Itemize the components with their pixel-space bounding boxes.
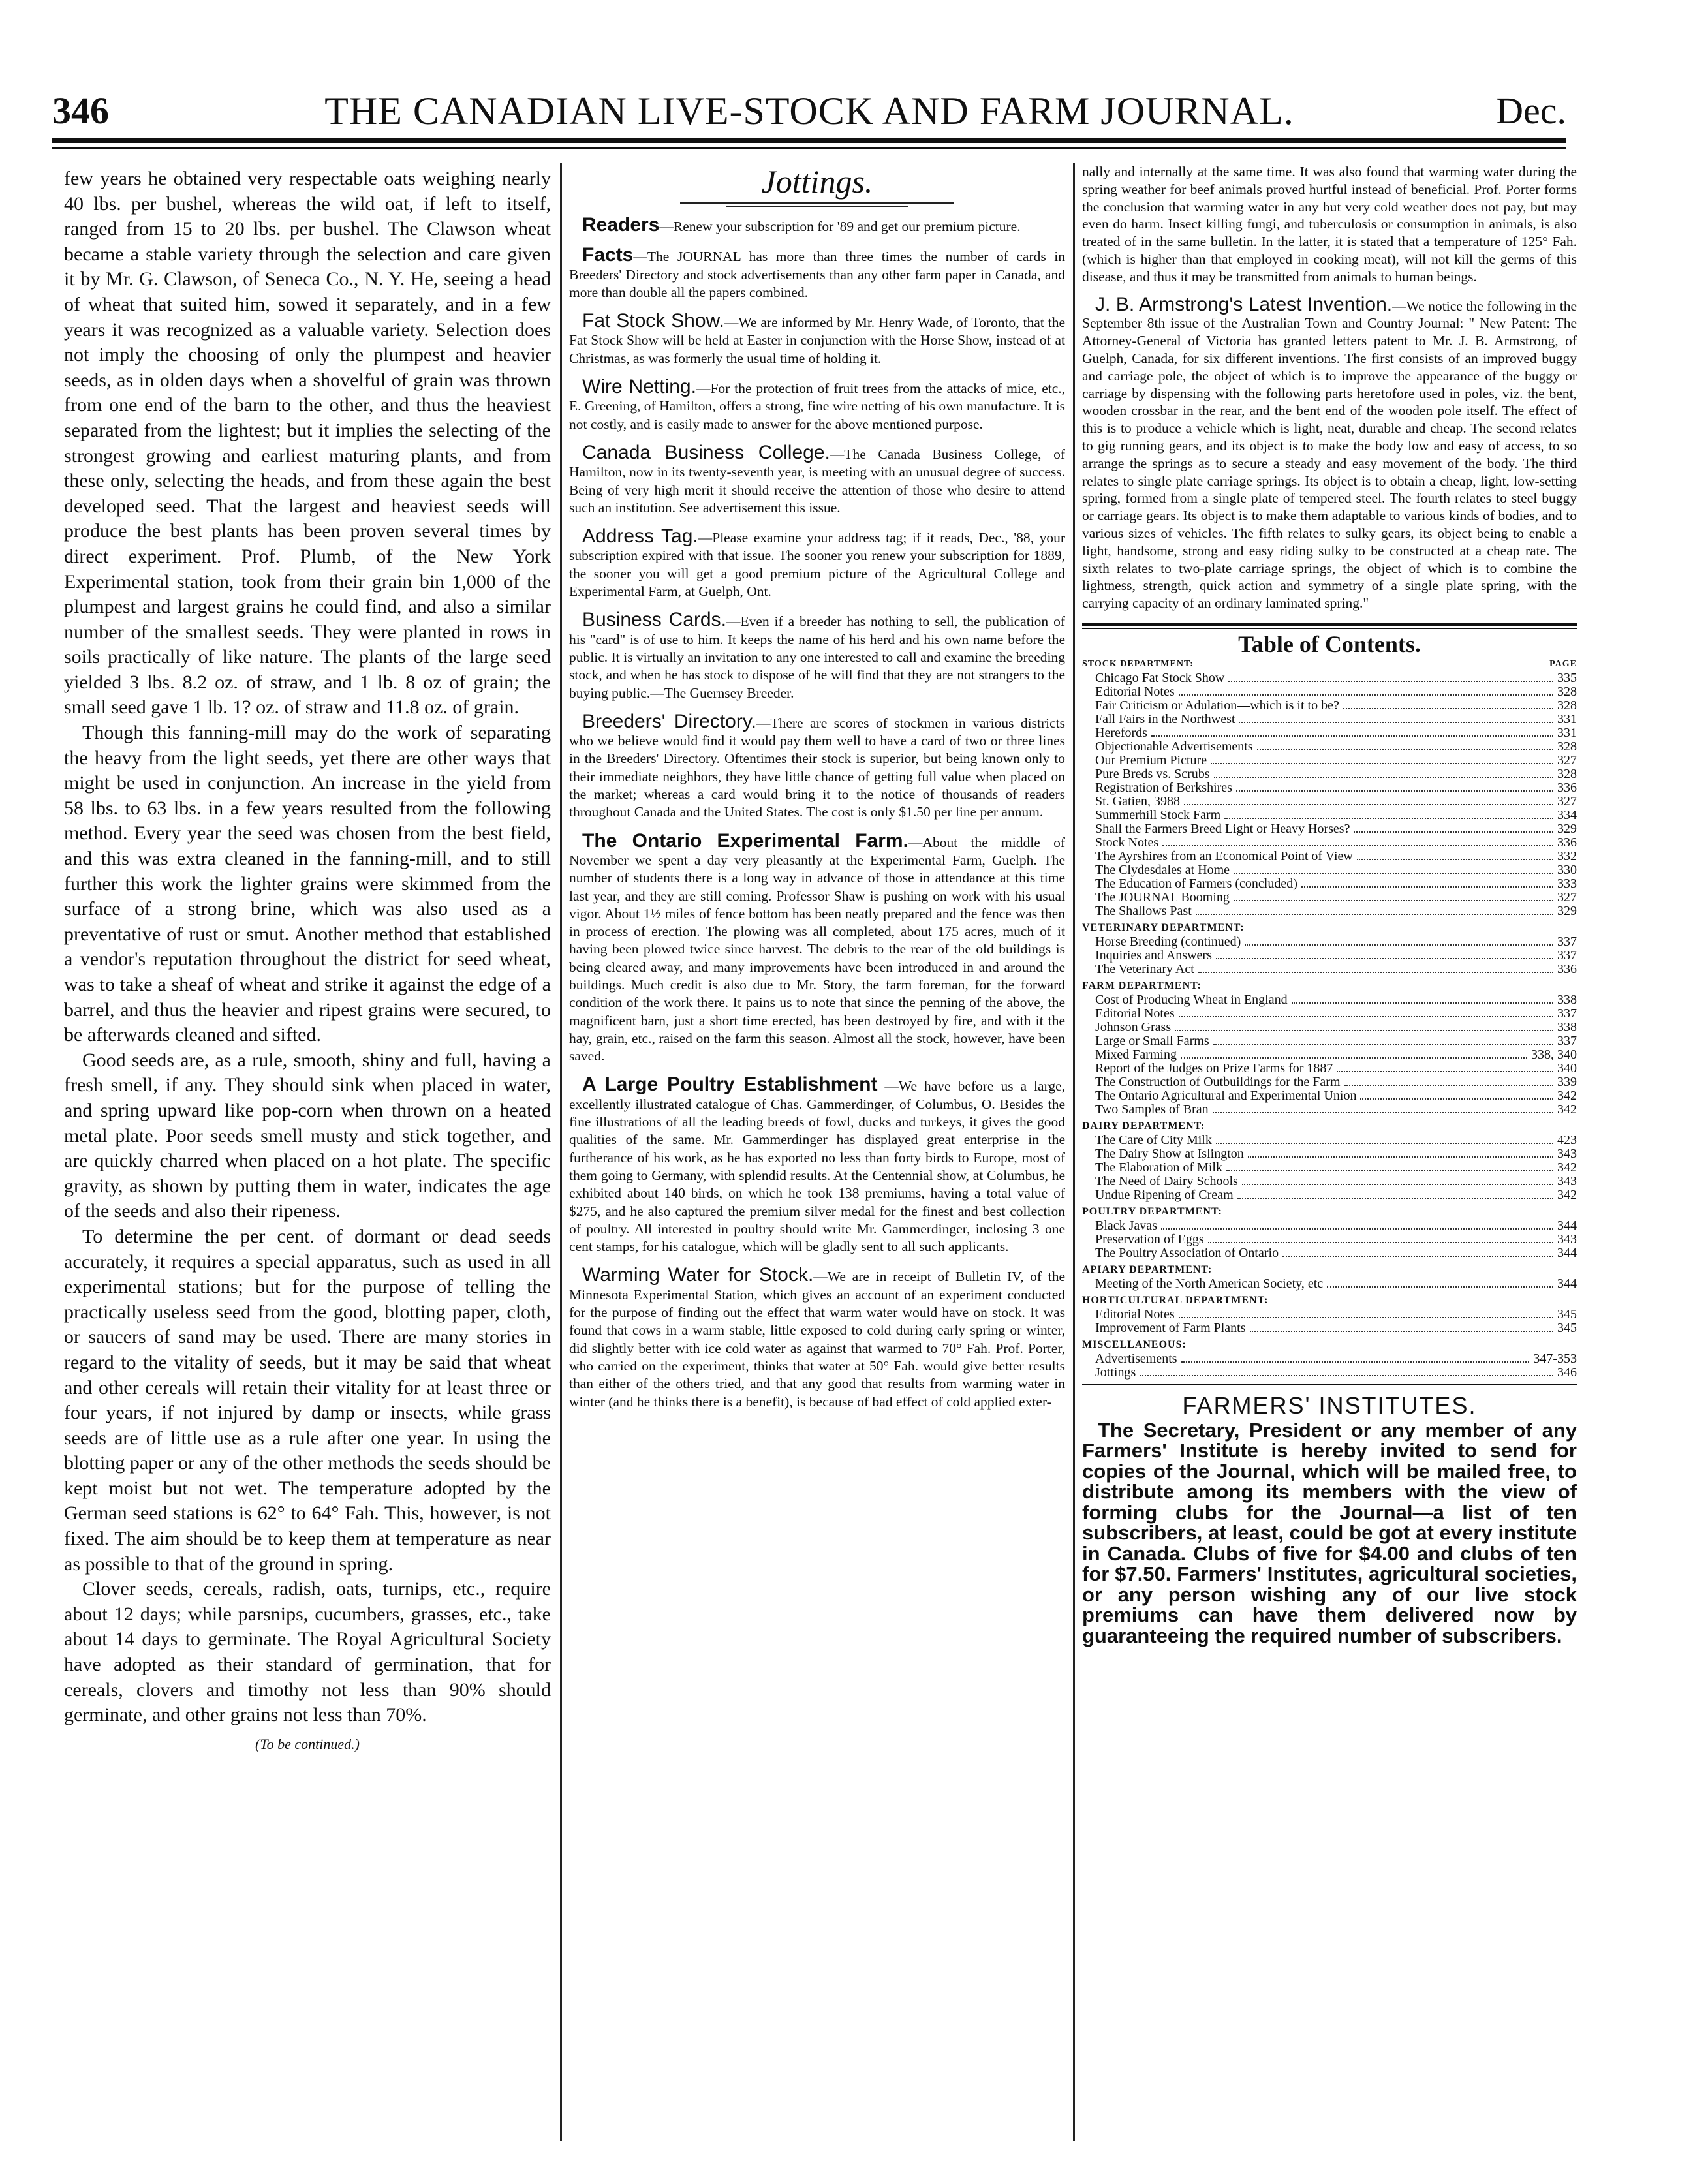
farmers-institutes-title: FARMERS' INSTITUTES.	[1182, 1391, 1477, 1419]
toc-leader-dots	[1337, 1071, 1553, 1072]
masthead	[52, 88, 1566, 134]
jotting-item: Breeders' Directory.—There are scores of stockmen in various districts who we believe would find it would pay them well to have a card of two or three lines in the Breeders' Directory. Oftentimes their stock is superior, but being known only to their immediate neighbors, they have little chance of getting full value when placed on the market; whereas a card would bring it to the notice of thousands of readers throughout Canada and the United States. The cost is only $1.50 per line per annum.	[569, 710, 1065, 820]
toc-entry-page: 342	[1557, 1160, 1577, 1175]
toc-section-name: APIARY DEPARTMENT:	[1082, 1263, 1213, 1275]
toc-entry-page: 337	[1557, 1006, 1577, 1021]
toc-leader-dots	[1162, 845, 1553, 846]
toc-leader-dots	[1151, 735, 1553, 737]
toc-leader-dots	[1242, 1184, 1553, 1185]
jotting-item: A Large Poultry Establishment —We have before us a large, excellently illustrated catalogue of Chas. Gammerdinger, of Columbus, O. Besides the fine illustrations of all the leading breeds of fowl, ducks and turkeys, it gives the good qualities of the same. Mr. Gammerdinger has displayed great enterprise in the furtherance of his work, as he has exported no less than forty birds to Europe, most of them going to Germany, with splendid results. At the Centennial show, at Columbus, he exhibited about 140 birds, on which he took 138 premiums, having a total value of $275, and he also captured the premium silver medal for the finest and best collection of poultry. All interested in poultry should write Mr. Gammerdinger, inclosing 3 one cent stamps, for his catalogue, which will be gladly sent to all such applicants.	[569, 1074, 1065, 1255]
toc-section-name: POULTRY DEPARTMENT:	[1082, 1205, 1222, 1217]
toc-entry-label: Objectionable Advertisements	[1095, 739, 1253, 754]
toc-leader-dots	[1226, 1170, 1553, 1171]
toc-section-heading	[1082, 979, 1577, 993]
toc-entry-label: St. Gatien, 3988	[1095, 794, 1180, 809]
toc-entry-page: 327	[1557, 889, 1577, 905]
toc-entry-page: 333	[1557, 876, 1577, 891]
toc-leader-dots	[1301, 886, 1553, 888]
toc-leader-dots	[1236, 790, 1553, 792]
toc-entry	[1082, 1021, 1577, 1034]
toc-entry-page: 342	[1557, 1187, 1577, 1202]
toc-entry	[1082, 795, 1577, 809]
toc-entry	[1082, 740, 1577, 754]
toc-entry-label: Summerhill Stock Farm	[1095, 807, 1221, 822]
toc-leader-dots	[1196, 914, 1553, 915]
toc-leader-dots	[1234, 900, 1553, 901]
table-of-contents	[1082, 657, 1577, 1380]
toc-entry-page: 338, 340	[1531, 1047, 1577, 1062]
toc-leader-dots	[1208, 1242, 1553, 1243]
toc-entry-label: The Clydesdales at Home	[1095, 862, 1230, 877]
toc-entry	[1082, 754, 1577, 767]
toc-entry-page: 343	[1557, 1146, 1577, 1161]
toc-entry-label: Herefords	[1095, 725, 1147, 740]
toc-entry-page: 331	[1557, 725, 1577, 740]
toc-entry-label: The Dairy Show at Islington	[1095, 1146, 1244, 1161]
toc-leader-dots	[1213, 1044, 1553, 1045]
jotting-title: Facts	[582, 244, 634, 266]
toc-entry-label: Horse Breeding (continued)	[1095, 934, 1241, 949]
toc-entry-label: The Veterinary Act	[1095, 961, 1194, 976]
toc-leader-dots	[1343, 708, 1553, 709]
toc-entry	[1082, 905, 1577, 918]
column-divider	[560, 163, 562, 2141]
toc-entry-page: 332	[1557, 848, 1577, 863]
toc-entry-label: Editorial Notes	[1095, 684, 1175, 699]
toc-leader-dots	[1257, 749, 1553, 750]
toc-entry-page: 345	[1557, 1320, 1577, 1335]
toc-entry-label: Meeting of the North American Society, etc	[1095, 1276, 1324, 1291]
toc-entry-page: 340	[1557, 1060, 1577, 1075]
toc-leader-dots	[1237, 1198, 1553, 1199]
toc-entry	[1082, 1246, 1577, 1260]
toc-entry-page: 347-353	[1533, 1351, 1577, 1366]
article-title: J. B. Armstrong's Latest Invention.	[1095, 293, 1393, 315]
toc-leader-dots	[1213, 1112, 1553, 1113]
toc-entry	[1082, 1048, 1577, 1062]
masthead-rule-thin	[52, 147, 1566, 149]
toc-entry	[1082, 949, 1577, 963]
toc-entry	[1082, 1062, 1577, 1075]
toc-entry-label: Editorial Notes	[1095, 1307, 1175, 1322]
article-paragraph: few years he obtained very respectable oats weighing nearly 40 lbs. per bushel, whereas the wild oat, if left to itself, ranged from 15 to 20 lbs. per bushel. The Clawson wheat became a stable variety through the selection and care given it by Mr. G. Clawson, of Seneca Co., N. Y. He, seeing a head of wheat that suited him, sowed it separately, and in a few years it was recognized as a valuable variety. Selection does not imply the choosing of only the plumpest and heavier seeds, as in olden days when a shovelful of grain was thrown from one end of the barn to the other, and thus the heaviest separated from the lightest; but it implies the selecting of the strongest growing and earliest maturing plants, and from these only, selecting the heads, and from these again the best developed seed. That the largest and heaviest seeds will produce the best plants has been proven several times by direct experiment. Prof. Plumb, of the New York Experimental station, took from their grain bin 1,000 of the plumpest and largest grains he could find, and also a similar number of the smallest seeds. They were planted in rows in soils practically of like nature. The plants of the large seed yielded 3 lbs. 8.2 oz. of straw, and 1 lb. 8 oz of grain; the small seed gave 1 lb. 1? oz. of straw and 11.8 oz. of grain.	[64, 168, 551, 719]
toc-leader-dots	[1239, 722, 1553, 723]
toc-entry	[1082, 1007, 1577, 1021]
toc-leader-dots	[1216, 958, 1553, 959]
toc-entry-label: The Construction of Outbuildings for the Farm	[1095, 1074, 1341, 1089]
toc-entry-label: Inquiries and Answers	[1095, 948, 1212, 963]
toc-entry	[1082, 935, 1577, 949]
toc-leader-dots	[1248, 1156, 1553, 1158]
toc-section-name: FARM DEPARTMENT:	[1082, 980, 1202, 991]
toc-leader-dots	[1216, 1143, 1553, 1144]
jotting-item: Business Cards.—Even if a breeder has nothing to sell, the publication of his "card" is of use to him. It keeps the name of his herd and his own name before the public. It is virtually an invitation to any one interested to call and examine the breeding stock, and when he has stock to dispose of he will find that they are not strangers to the buying public.—The Guernsey Breeder.	[569, 609, 1065, 701]
toc-entry-label: The Care of City Milk	[1095, 1132, 1212, 1147]
toc-entry-label: Large or Small Farms	[1095, 1033, 1209, 1048]
toc-section-heading	[1082, 1263, 1577, 1277]
toc-title: Table of Contents.	[1238, 630, 1421, 657]
toc-entry-page: 337	[1557, 934, 1577, 949]
toc-entry	[1082, 877, 1577, 891]
toc-entry-label: The JOURNAL Booming	[1095, 889, 1230, 905]
toc-entry	[1082, 1161, 1577, 1175]
toc-leader-dots	[1179, 1317, 1553, 1318]
toc-leader-dots	[1354, 831, 1553, 833]
jotting-item: The Ontario Experimental Farm.—About the middle of November we spent a day very pleasantly at the Experimental Farm, Guelph. The number of students there is a long way in advance of those in attendance at this time last year, and they are still coming. Professor Shaw is pushing on work with his usual vigor. About 1½ miles of fence bottom has been neatly prepared and the fence was then in process of erection. The plowing was all completed, about 175 acres, much of it having been plowed twice since harvest. The debris to the rear of the old buildings is being cleared away, and many improvements have been introduced in and around the buildings. Much credit is also due to Mr. Story, the farm foreman, for the forward condition of the work there. It pains us to note that since the penning of the above, the magnificent barn, just a short time erected, has been destroyed by fire, and with it the hay, grain, etc., raised on the farm this season. Almost all the stock, however, have been saved.	[569, 829, 1065, 1064]
toc-entry-label: Pure Breds vs. Scrubs	[1095, 766, 1210, 781]
toc-entry	[1082, 809, 1577, 822]
toc-section-heading	[1082, 1119, 1577, 1134]
toc-section-name: STOCK DEPARTMENT:	[1082, 658, 1194, 669]
toc-leader-dots	[1224, 818, 1553, 819]
jotting-title: Fat Stock Show.	[582, 310, 724, 332]
toc-entry-page: 343	[1557, 1231, 1577, 1246]
toc-entry-label: Advertisements	[1095, 1351, 1177, 1366]
masthead-rule-thick	[52, 138, 1566, 143]
toc-entry-page: 337	[1557, 1033, 1577, 1048]
toc-leader-dots	[1181, 1057, 1527, 1059]
toc-leader-dots	[1282, 1256, 1553, 1257]
article-paragraph: To determine the per cent. of dormant or dead seeds accurately, it requires a special apparatus, such as used in all experimental stations; but for the purpose of telling the practically useless seed from the good, blotting paper, cloth, or saucers of sand may be used. There are many stories in regard to the vitality of seeds, but it may be said that wheat and other cereals will retain their vitality for at least three or four years, if not injured by damp or insects, while grass seeds are of little use as a rule after one year. In using the blotting paper or any of the other methods the seeds should be kept moist but not wet. The temperature adopted by the German seed stations is 62° to 64° Fah. This, however, is not fixed. The aim should be to keep them at temperature as near as possible to that of the ground in spring.	[64, 1225, 551, 1575]
toc-entry-page: 342	[1557, 1088, 1577, 1103]
toc-entry-label: The Shallows Past	[1095, 903, 1192, 918]
toc-entry-page: 336	[1557, 835, 1577, 850]
toc-entry-page: 329	[1557, 821, 1577, 836]
toc-leader-dots	[1161, 1228, 1553, 1230]
toc-entry	[1082, 891, 1577, 905]
toc-entry-page: 345	[1557, 1307, 1577, 1322]
toc-entry-page: 423	[1557, 1132, 1577, 1147]
toc-entry-page: 337	[1557, 948, 1577, 963]
toc-leader-dots	[1179, 694, 1553, 696]
toc-entry-page: 327	[1557, 752, 1577, 767]
jotting-item: Wire Netting.—For the protection of fruit trees from the attacks of mice, etc., E. Greening, of Hamilton, offers a strong, fine wire netting of his own manufacture. It is not costly, and is easily made to answer for the above mentioned purpose.	[569, 376, 1065, 432]
jotting-item: Warming Water for Stock.—We are in receipt of Bulletin IV, of the Minnesota Experimental Station, which gives an account of an experiment conducted for the purpose of finding out the effect that warm water would have on stock. It was found that cows in a warm stable, little exposed to cold during early spring or winter, did slightly better with ice cold water as against that warmed to 70° Fah. Prof. Porter, who carried on the experiment, thinks that water at 50° Fah. would give better results than either of the others tried, and that any good that results from warming water in winter (and he thinks there is a benefit), is because of bad effect of cold applied exter-	[569, 1264, 1065, 1410]
toc-entry-label: Johnson Grass	[1095, 1019, 1172, 1034]
jotting-item: Fat Stock Show.—We are informed by Mr. Henry Wade, of Toronto, that the Fat Stock Show will be held at Easter in conjunction with the Horse Show, instead of at Christmas, as was formerly the usual time of holding it.	[569, 310, 1065, 366]
toc-entry-page: 334	[1557, 807, 1577, 822]
toc-entry	[1082, 1277, 1577, 1291]
heading-rule	[680, 202, 954, 204]
toc-entry-page: 329	[1557, 903, 1577, 918]
continued-text: nally and internally at the same time. It was also found that warming water during the spring weather for beef animals proved hurtful instead of beneficial. Prof. Porter forms the conclusion that warming water in any but very cold weather does not pay, but may even do harm. Insect killing fungi, and tuberculosis or consumption in animals, is also treated of in the same bulletin. In the latter, it is stated that a temperature of 125° Fah. (which is higher than that employed in cooking meat), will not kill the germs of this disease, and thus it may be transmitted from animals to human beings.	[1082, 164, 1577, 285]
toc-entry	[1082, 1219, 1577, 1233]
jotting-title: Address Tag.	[582, 525, 698, 548]
toc-entry	[1082, 726, 1577, 740]
toc-entry	[1082, 1233, 1577, 1246]
toc-leader-dots	[1250, 1331, 1553, 1332]
toc-entry-label: Our Premium Picture	[1095, 752, 1207, 767]
toc-entry-page: 342	[1557, 1102, 1577, 1117]
article-paragraph: Good seeds are, as a rule, smooth, shiny and full, having a fresh smell, if any. They should sink when placed in water, and spring upward like pop-corn when thrown on a heated metal plate. Poor seeds smell musty and stick together, and are quickly charred when placed on a hot plate. The specific gravity, as shown by putting them in water, indicates the age of the seeds and also their ripeness.	[64, 1049, 551, 1222]
toc-leader-dots	[1245, 944, 1553, 946]
toc-section-name: HORTICULTURAL DEPARTMENT:	[1082, 1294, 1269, 1306]
jotting-title: Breeders' Directory.	[582, 710, 756, 732]
toc-entry	[1082, 1075, 1577, 1089]
toc-leader-dots	[1228, 681, 1553, 682]
toc-entry	[1082, 1034, 1577, 1048]
toc-section-heading	[1082, 1205, 1577, 1219]
toc-leader-dots	[1344, 1085, 1553, 1086]
toc-leader-dots	[1181, 1361, 1530, 1363]
toc-entry-label: Chicago Fat Stock Show	[1095, 670, 1225, 685]
toc-leader-dots	[1140, 1375, 1553, 1376]
toc-page-label: PAGE	[1549, 658, 1577, 669]
toc-entry-label: Fair Criticism or Adulation—which is it to be?	[1095, 698, 1339, 713]
to-be-continued: (To be continued.)	[255, 1735, 360, 1752]
toc-entry	[1082, 863, 1577, 877]
toc-leader-dots	[1175, 1030, 1553, 1031]
armstrong-article: J. B. Armstrong's Latest Invention.—We notice the following in the September 8th issue of the Australian Town and Country Journal: " New Patent: The Attorney-General of Victoria has granted letters patent to Mr. J. B. Armstrong, of Guelph, Canada, for six different inventions. The first consists of an improved buggy and carriage pole, the object of which is to improve the appearance of the buggy or carriage by dispensing with the following parts heretofore used in poles, viz. the bent, wooden crossbar in the rear, and the bent end of the wooden pole itself. The effect of this is to produce a vehicle which is light, neat, durable and cheap. The second relates to gig running gears, and its object is to make the body low and easy of access, to so arrange the springs as to secure a steady and easy movement of the body. The third relates to single plate carriage springs. Its object is to obtain a cheap, light, low-setting spring, formed from a single plate of tempered steel. The fourth relates to steel buggy or carriage gears. Its object is to make them adaptable to various kinds of bodies, and to various sizes of vehicles. The fifth relates to sulky gears, its object being to enable a light, handsome, strong and easy riding sulky to be constructed at a cheap rate. The sixth relates to two-plate carriage springs, the object of which is to combine the lightness, strength, quick action and symmetry of a single plate spring, with the carrying capacity of an ordinary laminated spring."	[1082, 293, 1577, 611]
toc-entry	[1082, 1089, 1577, 1103]
toc-entry-label: Cost of Producing Wheat in England	[1095, 992, 1288, 1007]
toc-entry-label: The Education of Farmers (concluded)	[1095, 876, 1297, 891]
article-paragraph: Clover seeds, cereals, radish, oats, turnips, etc., require about 12 days; while parsnips, cucumbers, grasses, etc., take about 14 days to germinate. The Royal Agricultural Society have adopted as their standard of germination, that for cereals, clovers and timothy not less than 90% should germinate, and other grains not less than 70%.	[64, 1578, 551, 1726]
right-column	[1082, 163, 1577, 2141]
toc-entry	[1082, 836, 1577, 850]
jotting-item: Readers—Renew your subscription for '89 and get our premium picture.	[582, 214, 1021, 236]
toc-section-name: VETERINARY DEPARTMENT:	[1082, 921, 1245, 933]
toc-leader-dots	[1214, 777, 1553, 778]
jotting-item: Canada Business College.—The Canada Business College, of Hamilton, now in its twenty-seventh year, is meeting with an unusual degree of success. Being of very high merit it should receive the attention of those who desire to attend such an institution. See advertisement this issue.	[569, 441, 1065, 516]
toc-entry	[1082, 713, 1577, 726]
toc-entry-label: Improvement of Farm Plants	[1095, 1320, 1246, 1335]
column-divider	[1073, 163, 1075, 2141]
jotting-title: Warming Water for Stock.	[582, 1264, 814, 1286]
toc-entry-label: Undue Ripening of Cream	[1095, 1187, 1234, 1202]
toc-leader-dots	[1360, 1098, 1553, 1100]
toc-entry-label: Fall Fairs in the Northwest	[1095, 711, 1235, 726]
toc-entry-label: Mixed Farming	[1095, 1047, 1177, 1062]
toc-entry-page: 328	[1557, 739, 1577, 754]
toc-leader-dots	[1211, 763, 1553, 764]
toc-entry	[1082, 1103, 1577, 1117]
toc-entry	[1082, 1322, 1577, 1335]
toc-entry-label: The Elaboration of Milk	[1095, 1160, 1222, 1175]
toc-section-heading	[1082, 657, 1577, 672]
toc-leader-dots	[1292, 1002, 1553, 1004]
toc-entry-label: Shall the Farmers Breed Light or Heavy Horses?	[1095, 821, 1350, 836]
toc-entry	[1082, 685, 1577, 699]
toc-entry-page: 344	[1557, 1218, 1577, 1233]
toc-entry	[1082, 1188, 1577, 1202]
toc-entry-page: 328	[1557, 766, 1577, 781]
jotting-item: Facts—The JOURNAL has more than three times the number of cards in Breeders' Directory and stock advertisements than any other farm paper in Canada, and more than double all the papers combined.	[569, 244, 1065, 300]
toc-entry	[1082, 781, 1577, 795]
toc-entry-page: 344	[1557, 1276, 1577, 1291]
toc-leader-dots	[1198, 972, 1553, 973]
toc-entry	[1082, 1352, 1577, 1366]
jotting-title: A Large Poultry Establishment	[582, 1074, 878, 1096]
farmers-institutes-text: The Secretary, President or any member of any Farmers' Institute is hereby invited to send for copies of the Journal, which will be mailed free, to distribute among its members with the view of forming clubs for the Journal—a list of ten subscribers, at least, could be got at every institute in Canada. Clubs of five for $4.00 and clubs of ten for $7.50. Farmers' Institutes, agricultural societies, or any person wishing any of our live stock premiums can have them delivered now by guaranteeing the required number of subscribers.	[1082, 1418, 1577, 1647]
article-paragraph: Though this fanning-mill may do the work of separating the heavy from the light seeds, yet there are other ways that might be used in conjunction. An increase in the yield from 58 lbs. to 63 lbs. in a few years resulted from the following method. Every year the seed was chosen from the best field, and this was extra cleaned in the fanning-mill, and to still further this work the lighter grains were skimmed from the surface of a strong brine, which was also used as a preventative of rust or smut. Another method that established a vendor's reputation throughout the district for seed wheat, was to take a sheaf of wheat and strike it against the edge of a barrel, and thus the heavier and ripest grains were secured, to be afterwards cleaned and sifted.	[64, 722, 551, 1046]
toc-rule-top	[1082, 623, 1577, 626]
toc-entry-label: Two Samples of Bran	[1095, 1102, 1209, 1117]
jotting-title: Business Cards.	[582, 609, 726, 631]
toc-entry	[1082, 822, 1577, 836]
toc-leader-dots	[1234, 873, 1553, 874]
journal-title: THE CANADIAN LIVE-STOCK AND FARM JOURNAL.	[324, 89, 1294, 132]
toc-entry-label: The Ayrshires from an Economical Point of View	[1095, 848, 1353, 863]
toc-entry	[1082, 672, 1577, 685]
toc-entry	[1082, 1134, 1577, 1147]
page-number: 346	[52, 89, 109, 132]
toc-entry-page: 346	[1557, 1365, 1577, 1380]
toc-entry-label: The Ontario Agricultural and Experimental Union	[1095, 1088, 1357, 1103]
toc-entry-page: 328	[1557, 684, 1577, 699]
jottings-heading: Jottings.	[761, 163, 873, 200]
toc-entry-page: 336	[1557, 961, 1577, 976]
toc-entry-page: 343	[1557, 1173, 1577, 1188]
toc-entry	[1082, 993, 1577, 1007]
toc-entry-page: 330	[1557, 862, 1577, 877]
toc-entry	[1082, 699, 1577, 713]
left-column	[64, 166, 551, 2118]
jottings-column	[569, 163, 1065, 2134]
jotting-item: Address Tag.—Please examine your address tag; if it reads, Dec., '88, your subscription expired with that issue. The sooner you renew your subscription for 1889, the sooner you will get a good premium picture of the Agricultural College and Experimental Farm, at Guelph, Ont.	[569, 525, 1065, 600]
toc-entry-label: Stock Notes	[1095, 835, 1159, 850]
toc-entry-label: Jottings	[1095, 1365, 1136, 1380]
toc-entry-page: 336	[1557, 780, 1577, 795]
jotting-title: Wire Netting.	[582, 376, 696, 398]
toc-entry	[1082, 850, 1577, 863]
toc-section-name: MISCELLANEOUS:	[1082, 1338, 1187, 1350]
toc-entry-page: 338	[1557, 1019, 1577, 1034]
toc-leader-dots	[1327, 1286, 1553, 1288]
toc-entry-label: Black Javas	[1095, 1218, 1157, 1233]
toc-rule-bottom	[1082, 1384, 1577, 1385]
toc-entry	[1082, 1308, 1577, 1322]
issue-month: Dec.	[1496, 89, 1566, 132]
toc-entry-page: 339	[1557, 1074, 1577, 1089]
toc-entry-label: Report of the Judges on Prize Farms for 1887	[1095, 1060, 1333, 1075]
toc-section-heading	[1082, 1338, 1577, 1352]
toc-entry-page: 335	[1557, 670, 1577, 685]
toc-entry-label: The Poultry Association of Ontario	[1095, 1245, 1279, 1260]
toc-entry-label: Preservation of Eggs	[1095, 1231, 1204, 1246]
toc-entry-page: 338	[1557, 992, 1577, 1007]
toc-leader-dots	[1184, 804, 1553, 805]
heading-rule	[726, 206, 908, 207]
toc-entry-page: 327	[1557, 794, 1577, 809]
jotting-title: Canada Business College.	[582, 441, 830, 463]
toc-leader-dots	[1179, 1016, 1553, 1017]
toc-entry	[1082, 1147, 1577, 1161]
toc-entry-page: 331	[1557, 711, 1577, 726]
toc-entry	[1082, 1366, 1577, 1380]
toc-rule-top-thin	[1082, 628, 1577, 629]
toc-entry-label: Editorial Notes	[1095, 1006, 1175, 1021]
toc-entry	[1082, 767, 1577, 781]
jotting-title: The Ontario Experimental Farm.	[582, 829, 908, 852]
toc-section-name: DAIRY DEPARTMENT:	[1082, 1120, 1205, 1132]
toc-entry	[1082, 1175, 1577, 1188]
toc-section-heading	[1082, 921, 1577, 935]
toc-entry	[1082, 963, 1577, 976]
toc-entry-label: The Need of Dairy Schools	[1095, 1173, 1238, 1188]
jotting-title: Readers	[582, 214, 660, 236]
toc-entry-page: 344	[1557, 1245, 1577, 1260]
toc-section-heading	[1082, 1293, 1577, 1308]
toc-leader-dots	[1357, 859, 1553, 860]
toc-entry-label: Registration of Berkshires	[1095, 780, 1232, 795]
toc-entry-page: 328	[1557, 698, 1577, 713]
